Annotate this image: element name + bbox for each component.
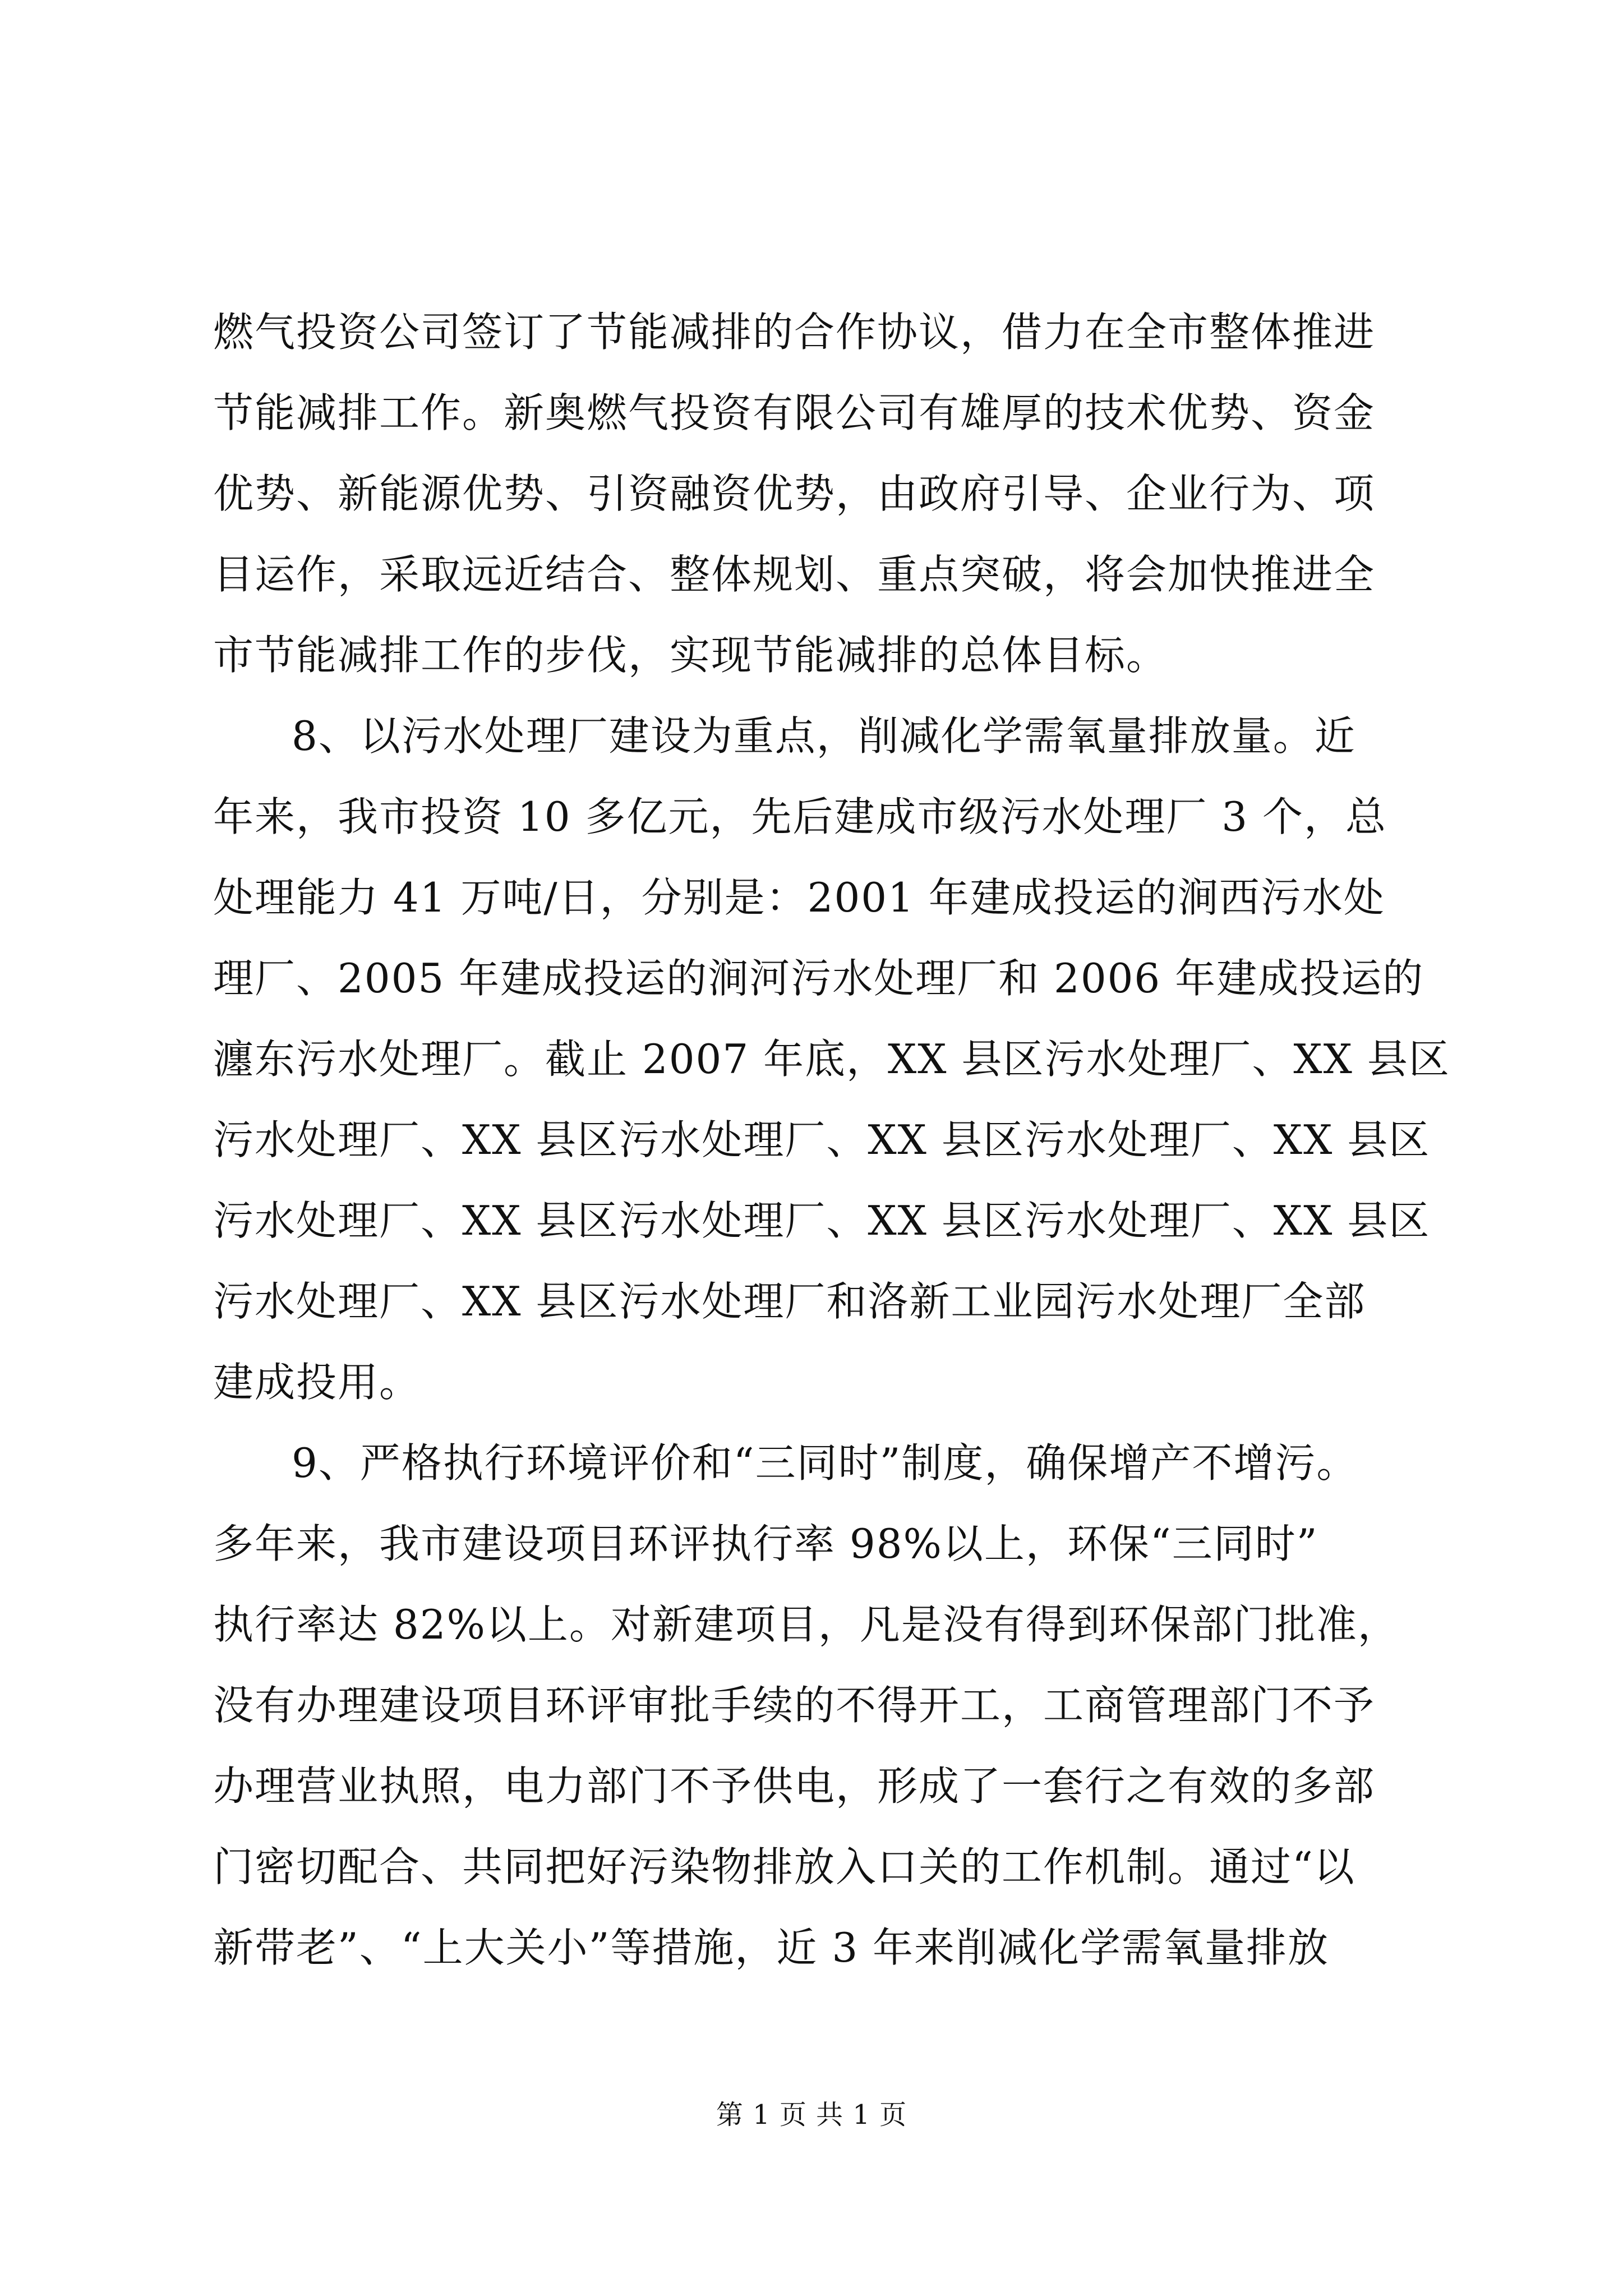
document-body: [213, 292, 1450, 1988]
text-line: 燃气投资公司签订了节能减排的合作协议，借力在全市整体推进: [213, 309, 1376, 356]
page-footer: 第 1 页 共 1 页: [716, 2099, 907, 2131]
paragraph-8-first-line: 8、以污水处理厂建设为重点，削减化学需氧量排放量。近: [292, 712, 1356, 760]
text-line: 市节能减排工作的步伐，实现节能减排的总体目标。: [213, 632, 1168, 679]
text-line: 污水处理厂、XX 县区污水处理厂、XX 县区污水处理厂、XX 县区: [213, 1197, 1431, 1244]
text-line: 新带老”、“上大关小”等措施，近 3 年来削减化学需氧量排放: [213, 1924, 1330, 1971]
paragraph-9-first-line: 9、严格执行环境评价和“三同时”制度，确保增产不增污。: [292, 1439, 1358, 1487]
text-line: 污水处理厂、XX 县区污水处理厂、XX 县区污水处理厂、XX 县区: [213, 1116, 1431, 1163]
text-line: 办理营业执照，电力部门不予供电，形成了一套行之有效的多部: [213, 1763, 1376, 1810]
text-line: 执行率达 82%以上。对新建项目，凡是没有得到环保部门批准，: [213, 1601, 1399, 1648]
text-line: 年来，我市投资 10 多亿元，先后建成市级污水处理厂 3 个，总: [213, 793, 1387, 840]
text-line: 节能减排工作。新奥燃气投资有限公司有雄厚的技术优势、资金: [213, 389, 1376, 436]
text-line: 目运作，采取远近结合、整体规划、重点突破，将会加快推进全: [213, 551, 1376, 598]
text-line: 处理能力 41 万吨/日，分别是：2001 年建成投运的涧西污水处: [213, 874, 1385, 921]
text-line: 理厂、2005 年建成投运的涧河污水处理厂和 2006 年建成投运的: [213, 955, 1424, 1002]
text-line: 多年来，我市建设项目环评执行率 98%以上，环保“三同时”: [213, 1520, 1318, 1567]
text-line: 污水处理厂、XX 县区污水处理厂和洛新工业园污水处理厂全部: [213, 1278, 1366, 1325]
text-line: 优势、新能源优势、引资融资优势，由政府引导、企业行为、项: [213, 470, 1376, 517]
text-line: 瀍东污水处理厂。截止 2007 年底，XX 县区污水处理厂、XX 县区: [213, 1036, 1450, 1083]
text-line: 门密切配合、共同把好污染物排放入口关的工作机制。通过“以: [213, 1843, 1355, 1890]
text-line: 没有办理建设项目环评审批手续的不得开工，工商管理部门不予: [213, 1682, 1376, 1729]
text-line: 建成投用。: [213, 1359, 421, 1406]
